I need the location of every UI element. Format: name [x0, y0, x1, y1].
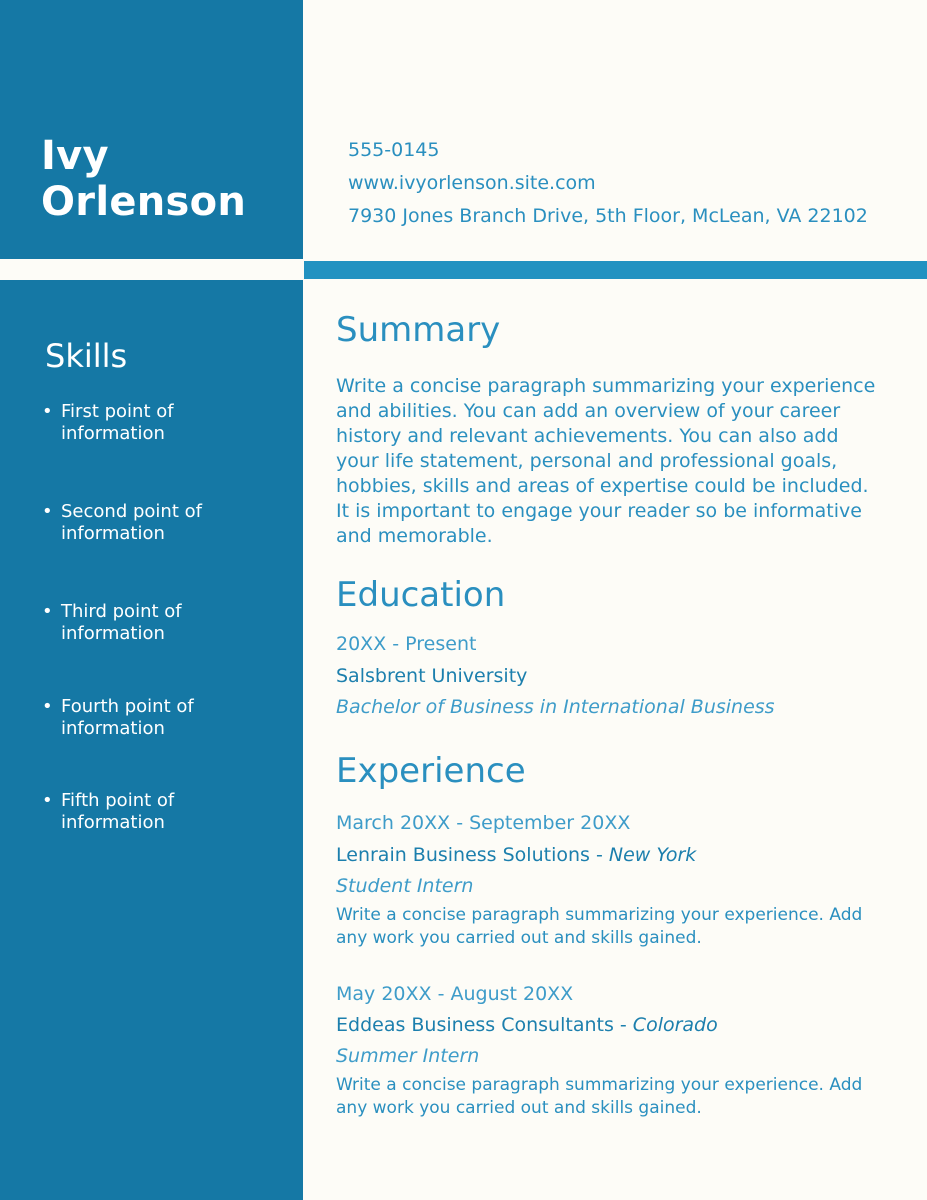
bullet-icon: • [42, 790, 53, 811]
job-role: Summer Intern [336, 1045, 480, 1067]
company-name: Lenrain Business Solutions - [336, 844, 609, 866]
skill-text: Fifth point of information [61, 790, 175, 833]
company-location: New York [608, 844, 697, 866]
skill-text: Fourth point of information [61, 696, 194, 739]
last-name: Orlenson [41, 179, 247, 225]
skill-item [42, 401, 282, 445]
skill-item [42, 790, 282, 834]
education-heading: Education [336, 575, 506, 615]
first-name: Ivy [41, 133, 109, 179]
company-location: Colorado [632, 1014, 718, 1036]
job-date: March 20XX - September 20XX [336, 812, 631, 834]
job-company [336, 1013, 718, 1037]
education-date: 20XX - Present [336, 633, 477, 655]
company-name: Eddeas Business Consultants - [336, 1014, 633, 1036]
divider-bar [304, 261, 927, 279]
skill-item [42, 696, 282, 740]
bullet-icon: • [42, 696, 53, 717]
job-role: Student Intern [336, 875, 474, 897]
education-degree: Bachelor of Business in International Business [336, 696, 775, 718]
skill-item [42, 601, 282, 645]
bullet-icon: • [42, 501, 53, 522]
contact-info [348, 134, 868, 233]
skill-item [42, 501, 282, 545]
skill-text: First point of information [61, 401, 174, 444]
candidate-name [41, 133, 246, 225]
phone-number: 555-0145 [348, 139, 440, 161]
bullet-icon: • [42, 401, 53, 422]
job-description: Write a concise paragraph summarizing your experience. Add any work you carried out and skills gained. [336, 905, 863, 948]
job-date: May 20XX - August 20XX [336, 983, 574, 1005]
experience-heading: Experience [336, 751, 526, 791]
education-school: Salsbrent University [336, 665, 528, 687]
job-company [336, 843, 696, 867]
bullet-icon: • [42, 601, 53, 622]
skills-heading: Skills [45, 337, 128, 375]
skill-text: Third point of information [61, 601, 182, 644]
summary-text: Write a concise paragraph summarizing your experience and abilities. You can add an overview of your career history and relevant achievements. You can also add your life statement, personal and professional goals, hobbies, skills and areas of expertise could be included. It is important to engage your reader so be informative and memorable. [336, 375, 876, 547]
address: 7930 Jones Branch Drive, 5th Floor, McLean, VA 22102 [348, 205, 868, 227]
summary-heading: Summary [336, 310, 501, 350]
website-link[interactable]: www.ivyorlenson.site.com [348, 172, 596, 194]
job-description: Write a concise paragraph summarizing your experience. Add any work you carried out and skills gained. [336, 1075, 863, 1118]
skill-text: Second point of information [61, 501, 202, 544]
